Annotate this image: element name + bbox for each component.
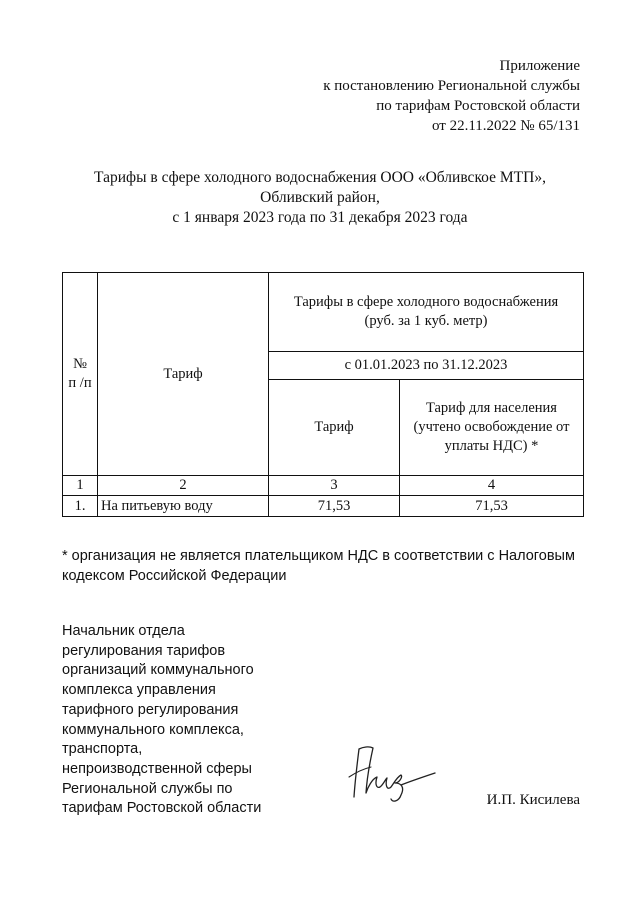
appendix-header — [323, 56, 580, 136]
position-line: регулирования тарифов — [62, 642, 226, 659]
column-number-cell: 4 — [400, 476, 584, 496]
appendix-line: Приложение — [499, 58, 580, 74]
position-line: транспорта, — [62, 741, 143, 758]
position-line: коммунального комплекса, — [62, 721, 244, 738]
signatory-position — [62, 622, 261, 819]
row-number: 1. — [63, 496, 98, 517]
column-number-cell: 2 — [98, 476, 269, 496]
position-line: Региональной службы по — [62, 780, 233, 797]
position-line: непроизводственной сферы — [62, 760, 252, 777]
appendix-line: по тарифам Ростовской области — [376, 98, 580, 114]
row-tariff: 71,53 — [269, 496, 400, 517]
title-line: с 1 января 2023 года по 31 декабря 2023 года — [172, 209, 468, 226]
handwritten-signature — [345, 737, 440, 807]
appendix-line: к постановлению Региональной службы — [323, 78, 580, 94]
footnote: * организация не является плательщиком НДС в соответствии с Налоговым кодексом Российской Федерации — [62, 548, 575, 584]
position-line: организаций коммунального — [62, 662, 254, 679]
signer-name: И.П. Кисилева — [486, 792, 580, 808]
row-name: На питьевую воду — [98, 496, 269, 517]
header-period: с 01.01.2023 по 31.12.2023 — [269, 352, 584, 380]
tariff-table — [62, 272, 584, 517]
column-number-cell: 3 — [269, 476, 400, 496]
position-line: тарифам Ростовской области — [62, 800, 262, 817]
column-number-cell: 1 — [63, 476, 98, 496]
position-line: тарифного регулирования — [62, 701, 239, 718]
header-sub-population: Тариф для населения (учтено освобождение от уплаты НДС) * — [400, 380, 584, 476]
header-group: Тарифы в сфере холодного водоснабжения (руб. за 1 куб. метр) — [269, 273, 584, 352]
appendix-line: от 22.11.2022 № 65/131 — [431, 118, 580, 134]
table-row — [63, 496, 584, 517]
header-number: № п /п — [63, 273, 98, 476]
document-title — [0, 168, 640, 228]
header-sub-tariff: Тариф — [269, 380, 400, 476]
title-line: Тарифы в сфере холодного водоснабжения ООО «Обливское МТП», — [94, 169, 546, 186]
position-line: комплекса управления — [62, 682, 216, 699]
position-line: Начальник отдела — [62, 623, 185, 639]
title-line: Обливский район, — [260, 189, 380, 206]
row-population-tariff: 71,53 — [400, 496, 584, 517]
header-tariff: Тариф — [98, 273, 269, 476]
